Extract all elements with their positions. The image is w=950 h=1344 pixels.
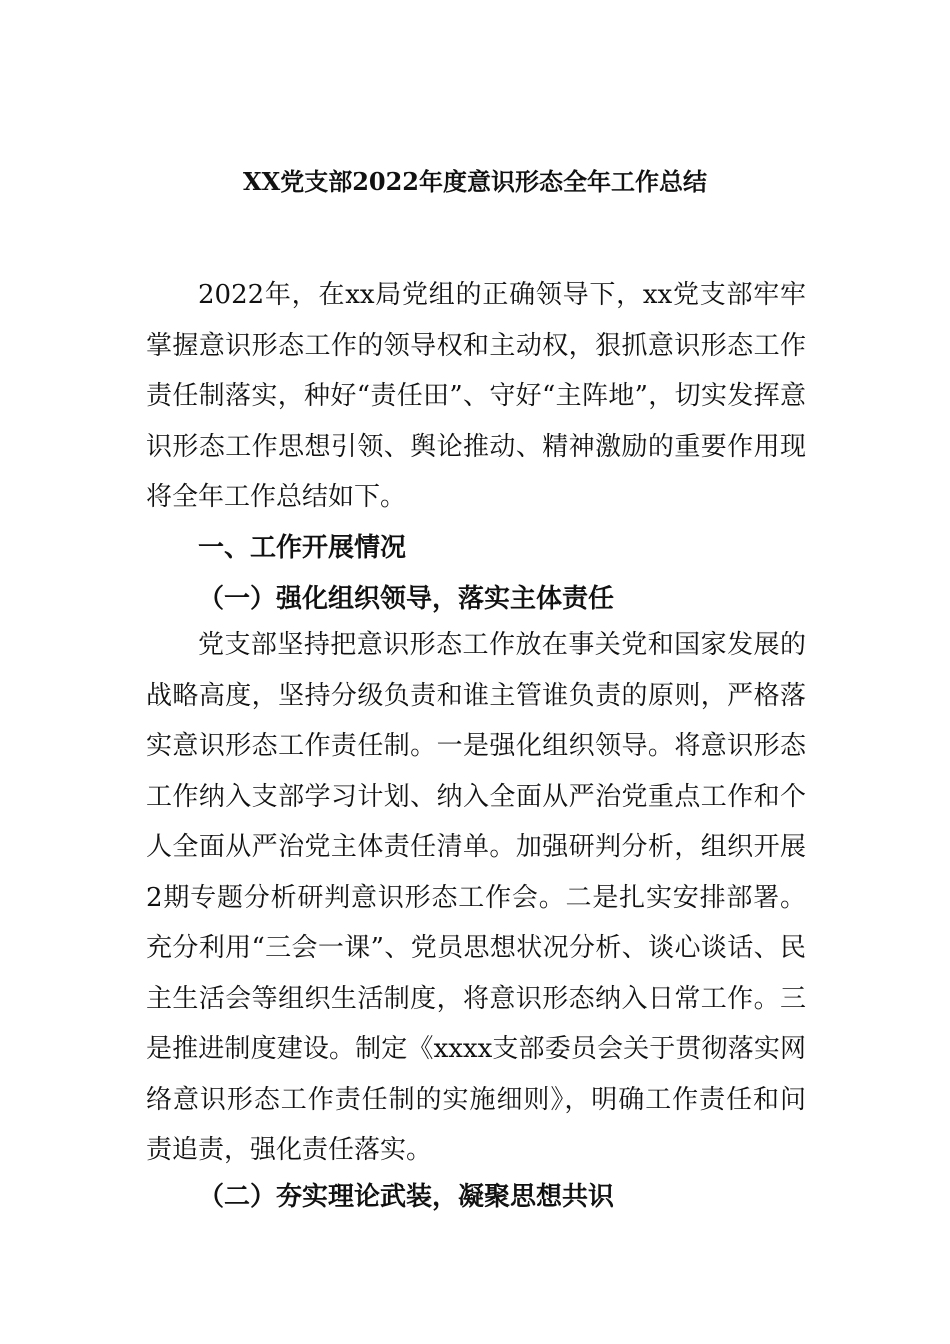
section-heading-1: 一、工作开展情况 <box>198 533 407 563</box>
subsection-heading-2: （二）夯实理论武装，凝聚思想共识 <box>198 1182 615 1212</box>
subsection-heading-1: （一）强化组织领导，落实主体责任 <box>198 584 615 614</box>
intro-paragraph: 2022年，在xx局党组的正确领导下，xx党支部牢牢掌握意识形态工作的领导权和主动权，狠抓意识形态工作责任制落实，种好“责任田”、守好“主阵地”，切实发挥意识形态工作思想引领、舆论推动、精神激励的重要作用现将全年工作总结如下。 <box>146 280 806 512</box>
subsection-1-paragraph: 党支部坚持把意识形态工作放在事关党和国家发展的战略高度，坚持分级负责和谁主管谁负责的原则，严格落实意识形态工作责任制。一是强化组织领导。将意识形态工作纳入支部学习计划、纳入全面从严治党重点工作和个人全面从严治党主体责任清单。加强研判分析，组织开展2期专题分析研判意识形态工作会。二是扎实安排部署。充分利用“三会一课”、党员思想状况分析、谈心谈话、民主生活会等组织生活制度，将意识形态纳入日常工作。三是推进制度建设。制定《xxxx支部委员会关于贯彻落实网络意识形态工作责任制的实施细则》，明确工作责任和问责追责，强化责任落实。 <box>146 630 806 1165</box>
document-title: XX党支部2022年度意识形态全年工作总结 <box>242 167 708 196</box>
